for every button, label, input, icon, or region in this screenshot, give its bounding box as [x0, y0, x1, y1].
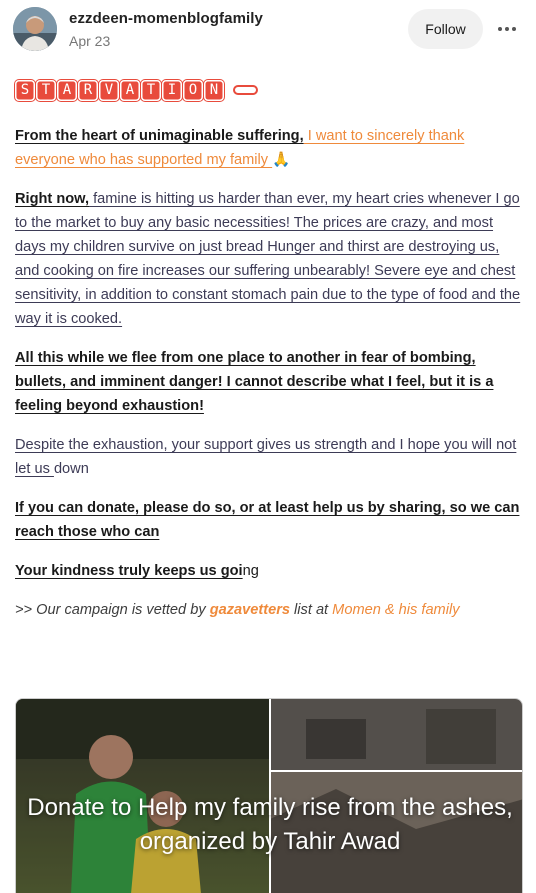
text-span: >> Our campaign is vetted by — [15, 602, 210, 618]
post-title-starvation — [15, 79, 258, 101]
title-letter: R — [78, 80, 98, 101]
post-body — [15, 124, 527, 637]
text-span: Right now, — [15, 191, 90, 207]
avatar[interactable] — [13, 7, 57, 51]
gazavetters-link[interactable]: gazavetters — [209, 602, 290, 618]
username[interactable]: ezzdeen-momenblogfamily — [69, 10, 263, 27]
title-letter: O — [183, 80, 203, 101]
title-letter: T — [36, 80, 56, 101]
paragraph-kindness — [15, 559, 527, 583]
title-letter: S — [15, 80, 35, 101]
text-span: ng — [242, 563, 259, 579]
text-span: From the heart of unimaginable suffering, — [15, 128, 304, 144]
family-link[interactable]: Momen & his family — [332, 602, 460, 618]
ellipsis-icon[interactable] — [494, 16, 520, 42]
post-date[interactable]: Apr 23 — [69, 33, 111, 49]
text-span: famine is hitting us harder than ever, my heart cries whenever I go to the market to buy any basic necessities! The prices are crazy, and most days my children survive on just bread Hunger and thirst are destroying us, and cooking on fire increases our suffering unbearably! Severe eye and chest sensitivity, in addition to constant stomach pain due to the type of food and the way it is cooked. — [15, 191, 521, 327]
pray-emoji-icon: 🙏 — [272, 152, 291, 168]
pill-decoration-icon — [233, 85, 258, 95]
title-letter: A — [120, 80, 140, 101]
paragraph-support — [15, 433, 527, 481]
donation-card[interactable] — [15, 698, 523, 893]
post-header — [0, 0, 536, 64]
donation-card-title[interactable]: Donate to Help my family rise from the ashes, organized by Tahir Awad — [27, 794, 513, 855]
paragraph-thanks — [15, 124, 527, 172]
text-span: If you can donate, please do so, or at least help us by sharing, so we can reach those who can — [15, 500, 520, 540]
text-span: list at — [290, 602, 333, 618]
text-span: All this while we flee from one place to another in fear of bombing, bullets, and imminent danger! I cannot describe what I feel, but it is a feeling beyond exhaustion! — [15, 350, 494, 414]
campaign-vetted-line — [15, 598, 527, 622]
title-letter: I — [162, 80, 182, 101]
paragraph-famine — [15, 187, 527, 331]
text-span: down — [53, 461, 89, 477]
text-span: I want to sincerely thank everyone who has supported my family — [15, 128, 465, 168]
title-letter: A — [57, 80, 77, 101]
title-letter: T — [141, 80, 161, 101]
paragraph-flee — [15, 346, 527, 418]
paragraph-donate — [15, 496, 527, 544]
text-span: Your kindness truly keeps us goi — [15, 563, 243, 579]
text-span: Despite the exhaustion, your support gives us strength and I hope you will not let us — [15, 437, 517, 477]
follow-button[interactable]: Follow — [408, 9, 483, 49]
title-letter: N — [204, 80, 224, 101]
title-letter: V — [99, 80, 119, 101]
